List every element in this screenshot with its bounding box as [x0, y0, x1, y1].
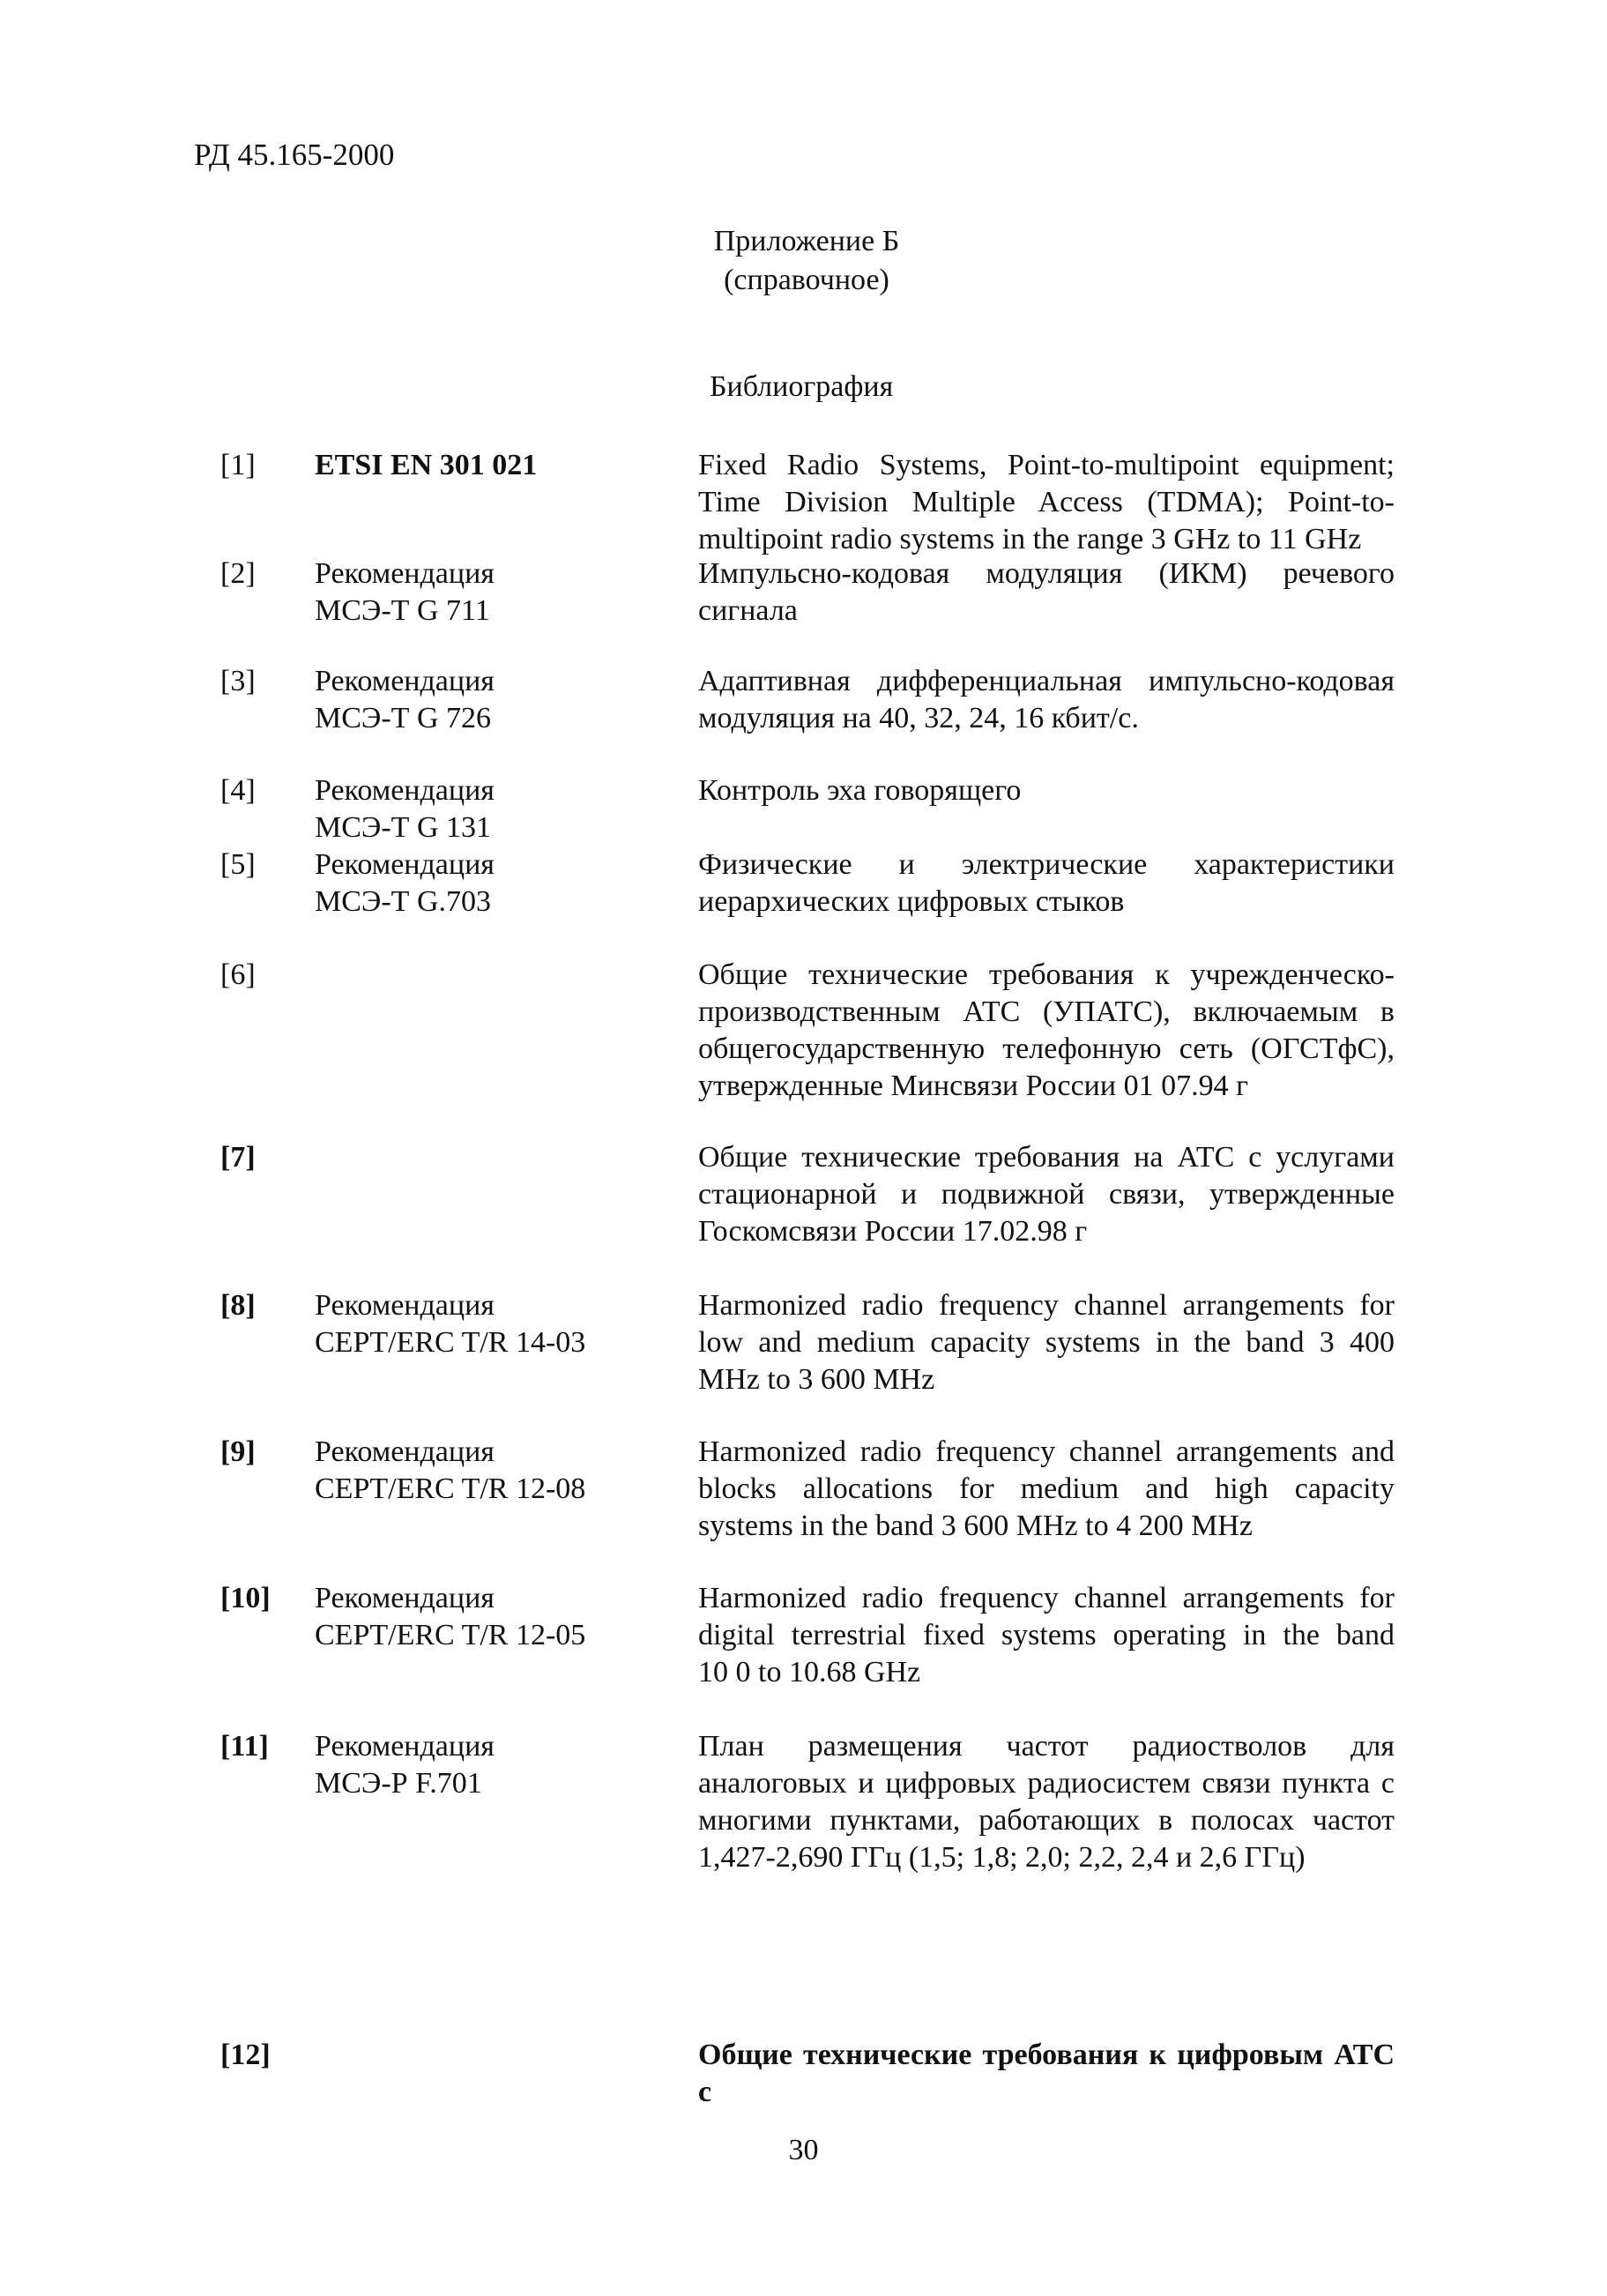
- reference-number: [5]: [220, 848, 256, 881]
- reference-description: [698, 846, 1395, 921]
- reference-description-line: модуляция на 40, 32, 24, 16 кбит/с.: [698, 702, 1139, 734]
- reference-source-line: МСЭ-Т G 711: [315, 594, 490, 627]
- reference-description-line: Harmonized radio frequency channel arrangements and: [698, 1435, 1395, 1468]
- reference-description: [698, 1287, 1395, 1398]
- reference-number: [9]: [220, 1435, 256, 1468]
- reference-source-line: Рекомендация: [315, 1435, 495, 1468]
- reference-source-line: Рекомендация: [315, 1289, 495, 1322]
- reference-description: [698, 447, 1395, 558]
- reference-source-line: CEPT/ERC T/R 12-08: [315, 1472, 586, 1505]
- reference-description: [698, 663, 1395, 737]
- reference-description: [698, 1728, 1395, 1876]
- reference-source-line: МСЭ-Т G 726: [315, 702, 491, 734]
- reference-source-line: CEPT/ERC T/R 12-05: [315, 1619, 586, 1651]
- reference-description: [698, 1580, 1395, 1691]
- reference-description: [698, 1139, 1395, 1250]
- reference-source: [315, 555, 495, 630]
- reference-description: [698, 2037, 1395, 2111]
- appendix-heading: [705, 222, 908, 300]
- reference-source-line: CEPT/ERC T/R 14-03: [315, 1326, 586, 1359]
- reference-description-line: Контроль эха говорящего: [698, 774, 1022, 807]
- reference-description: [698, 957, 1395, 1105]
- page-number: 30: [788, 2134, 819, 2166]
- reference-source-line: ETSI EN 301 021: [315, 449, 538, 481]
- reference-description-line: сигнала: [698, 594, 798, 627]
- reference-description-line: аналоговых и цифровых радиосистем связи пункта с: [698, 1767, 1395, 1800]
- reference-source-line: МСЭ-Р F.701: [315, 1767, 482, 1800]
- reference-description-line: Harmonized radio frequency channel arrangements for: [698, 1289, 1395, 1322]
- reference-description-line: Harmonized radio frequency channel arrangements for: [698, 1582, 1395, 1614]
- reference-number: [11]: [220, 1730, 269, 1763]
- reference-description-line: Общие технические требования к учрежденческо-: [698, 958, 1395, 991]
- reference-description-line: Импульсно-кодовая модуляция (ИКМ) речевого: [698, 557, 1395, 590]
- reference-number: [10]: [220, 1582, 271, 1614]
- reference-source: [315, 1434, 585, 1508]
- reference-source-line: Рекомендация: [315, 1582, 495, 1614]
- reference-number: [7]: [220, 1141, 256, 1174]
- reference-source-line: МСЭ-Т G.703: [315, 885, 491, 918]
- reference-source: [315, 772, 495, 846]
- reference-number: [1]: [220, 449, 256, 481]
- reference-description-line: 10 0 to 10.68 GHz: [698, 1656, 921, 1688]
- reference-description-line: общегосударственную телефонную сеть (ОГСТфС),: [698, 1032, 1395, 1065]
- reference-description-line: blocks allocations for medium and high capacity: [698, 1472, 1395, 1505]
- reference-source: [315, 1728, 495, 1802]
- reference-description: [698, 555, 1395, 630]
- reference-description-line: Общие технические требования к цифровым АТС с: [698, 2039, 1395, 2108]
- reference-source: [315, 663, 495, 737]
- reference-description-line: стационарной и подвижной связи, утвержденные: [698, 1178, 1395, 1211]
- reference-description-line: Time Division Multiple Access (TDMA); Point-to-: [698, 486, 1395, 518]
- document-code: РД 45.165-2000: [194, 138, 395, 172]
- reference-source-line: Рекомендация: [315, 665, 495, 697]
- reference-source: [315, 1287, 585, 1361]
- reference-description-line: Общие технические требования на АТС с услугами: [698, 1141, 1395, 1174]
- reference-description: [698, 1434, 1395, 1545]
- reference-description-line: План размещения частот радиостволов для: [698, 1730, 1395, 1763]
- reference-description: [698, 772, 1395, 809]
- reference-source: [315, 846, 495, 921]
- appendix-title: Приложение Б: [713, 225, 900, 257]
- reference-source: [315, 1580, 585, 1654]
- reference-description-line: многими пунктами, работающих в полосах частот: [698, 1804, 1395, 1837]
- reference-number: [3]: [220, 665, 256, 697]
- reference-description-line: MHz to 3 600 MHz: [698, 1363, 935, 1396]
- reference-number: [8]: [220, 1289, 256, 1322]
- reference-description-line: digital terrestrial fixed systems operating in the band: [698, 1619, 1395, 1651]
- reference-number: [12]: [220, 2039, 271, 2071]
- reference-source-line: Рекомендация: [315, 1730, 495, 1763]
- reference-number: [2]: [220, 557, 256, 590]
- appendix-subtitle: (справочное): [724, 264, 889, 296]
- bibliography-title: Библиография: [710, 370, 894, 403]
- reference-description-line: Fixed Radio Systems, Point-to-multipoint equipment;: [698, 449, 1395, 481]
- reference-source-line: Рекомендация: [315, 557, 495, 590]
- reference-description-line: утвержденные Минсвязи России 01 07.94 г: [698, 1070, 1249, 1102]
- reference-number: [4]: [220, 774, 256, 807]
- reference-source-line: Рекомендация: [315, 774, 495, 807]
- reference-description-line: Госкомсвязи России 17.02.98 г: [698, 1215, 1088, 1248]
- reference-description-line: low and medium capacity systems in the band 3 400: [698, 1326, 1395, 1359]
- reference-description-line: multipoint radio systems in the range 3 GHz to 11 GHz: [698, 523, 1362, 555]
- reference-number: [6]: [220, 958, 256, 991]
- reference-source-line: МСЭ-Т G 131: [315, 811, 491, 844]
- reference-description-line: производственным АТС (УПАТС), включаемым в: [698, 995, 1395, 1028]
- reference-source-line: Рекомендация: [315, 848, 495, 881]
- reference-source: [315, 447, 537, 484]
- reference-description-line: 1,427-2,690 ГГц (1,5; 1,8; 2,0; 2,2, 2,4 и 2,6 ГГц): [698, 1841, 1306, 1874]
- reference-description-line: systems in the band 3 600 MHz to 4 200 MHz: [698, 1510, 1253, 1542]
- reference-description-line: Адаптивная дифференциальная импульсно-кодовая: [698, 665, 1395, 697]
- reference-description-line: Физические и электрические характеристики: [698, 848, 1395, 881]
- reference-description-line: иерархических цифровых стыков: [698, 885, 1125, 918]
